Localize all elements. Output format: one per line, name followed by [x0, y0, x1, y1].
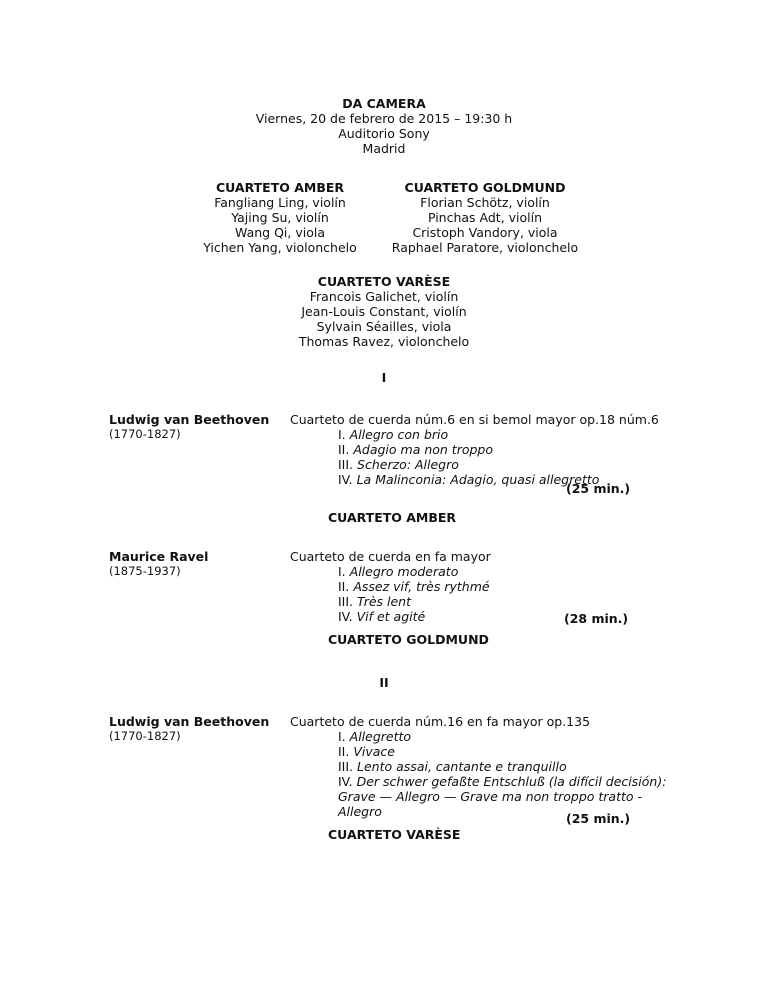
work-title: Cuarteto de cuerda en fa mayor: [290, 549, 491, 564]
work-block: [290, 714, 680, 819]
series-title: DA CAMERA: [342, 96, 426, 111]
composer-dates: (1770-1827): [109, 427, 181, 441]
movement-continuation: Allegro: [338, 804, 382, 819]
ensemble-member: Thomas Ravez, violonchelo: [298, 334, 470, 349]
movement-continuation: Grave — Allegro — Grave ma non troppo tratto -: [338, 789, 643, 804]
ensemble-name: CUARTETO GOLDMUND: [404, 180, 566, 195]
performer-name: CUARTETO GOLDMUND: [328, 632, 489, 647]
ensemble-member: Yichen Yang, violonchelo: [203, 240, 357, 255]
concert-city: Madrid: [362, 141, 406, 156]
movement: IV. Der schwer gefaßte Entschluß (la difícil decisión):: [338, 774, 667, 789]
composer-block: [109, 412, 279, 442]
work-block: [290, 412, 670, 487]
ensemble-varese: [0, 274, 768, 349]
composer-name: Maurice Ravel: [109, 549, 209, 564]
movement: II. Vivace: [338, 744, 395, 759]
performer-name: CUARTETO AMBER: [328, 510, 457, 525]
movement: I. Allegretto: [338, 729, 412, 744]
performer-name: CUARTETO VARÈSE: [328, 827, 461, 842]
ensemble-amber: [190, 180, 370, 255]
composer-block: [109, 714, 279, 744]
work-title: Cuarteto de cuerda núm.16 en fa mayor op.135: [290, 714, 591, 729]
movement: II. Assez vif, très rythmé: [338, 579, 490, 594]
movement: IV. Vif et agité: [338, 609, 426, 624]
movement: II. Adagio ma non troppo: [338, 442, 493, 457]
part-two-heading: II: [379, 675, 389, 690]
duration: (28 min.): [564, 611, 629, 626]
part-one-heading: I: [381, 370, 387, 385]
movement: I. Allegro con brio: [338, 427, 449, 442]
movement: IV. La Malinconia: Adagio, quasi allegretto: [338, 472, 600, 487]
composer-dates: (1770-1827): [109, 729, 181, 743]
ensemble-member: Wang Qi, viola: [235, 225, 325, 240]
ensemble-member: Jean-Louis Constant, violín: [301, 304, 467, 319]
ensemble-member: Cristoph Vandory, viola: [412, 225, 558, 240]
ensemble-name: CUARTETO VARÈSE: [317, 274, 451, 289]
concert-venue: Auditorio Sony: [338, 126, 430, 141]
ensemble-goldmund: [380, 180, 590, 255]
duration: (25 min.): [566, 811, 631, 826]
composer-name: Ludwig van Beethoven: [109, 714, 270, 729]
ensemble-member: Pinchas Adt, violín: [427, 210, 543, 225]
movement: III. Très lent: [338, 594, 411, 609]
ensemble-name: CUARTETO AMBER: [215, 180, 345, 195]
ensemble-member: Raphael Paratore, violonchelo: [391, 240, 579, 255]
ensemble-member: Fangliang Ling, violín: [214, 195, 346, 210]
composer-dates: (1875-1937): [109, 564, 181, 578]
work-title: Cuarteto de cuerda núm.6 en si bemol mayor op.18 núm.6: [290, 412, 659, 427]
concert-header: [0, 96, 768, 156]
ensemble-member: Yajing Su, violín: [231, 210, 329, 225]
ensemble-member: Francois Galichet, violín: [309, 289, 459, 304]
duration: (25 min.): [566, 481, 631, 496]
ensemble-member: Florian Schötz, violín: [420, 195, 550, 210]
movement: III. Lento assai, cantante e tranquillo: [338, 759, 567, 774]
concert-date: Viernes, 20 de febrero de 2015 – 19:30 h: [255, 111, 513, 126]
movement: I. Allegro moderato: [338, 564, 459, 579]
ensemble-member: Sylvain Séailles, viola: [316, 319, 452, 334]
composer-name: Ludwig van Beethoven: [109, 412, 270, 427]
movement: III. Scherzo: Allegro: [338, 457, 459, 472]
composer-block: [109, 549, 279, 579]
